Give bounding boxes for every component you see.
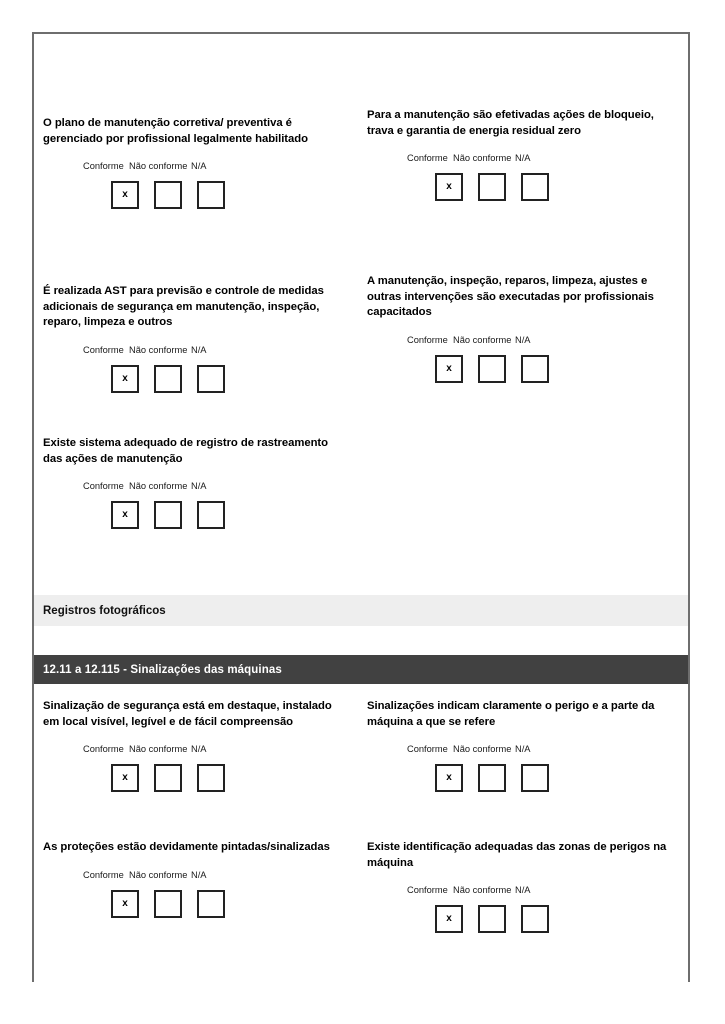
option-labels xyxy=(83,869,343,881)
checkbox-na[interactable] xyxy=(197,890,225,918)
checkbox-nao-conforme[interactable] xyxy=(478,764,506,792)
answer-options xyxy=(367,743,667,792)
checkbox-conforme[interactable]: x xyxy=(435,173,463,201)
checkbox-na[interactable] xyxy=(197,501,225,529)
question-text: As proteções estão devidamente pintadas/sinalizadas xyxy=(43,841,330,853)
label-conforme: Conforme xyxy=(407,153,448,163)
answer-options xyxy=(43,869,343,918)
question-item xyxy=(43,284,343,393)
checkbox-na[interactable] xyxy=(521,355,549,383)
question-item xyxy=(367,108,667,201)
checkbox-nao-conforme[interactable] xyxy=(478,173,506,201)
section-header-label: Registros fotográficos xyxy=(43,604,166,617)
checkbox-group xyxy=(407,764,667,792)
checkbox-conforme[interactable]: x xyxy=(435,764,463,792)
question-text: O plano de manutenção corretiva/ preventiva é gerenciado por profissional legalmente habilitado xyxy=(43,117,308,145)
option-labels xyxy=(83,480,343,492)
label-na: N/A xyxy=(515,153,531,163)
option-labels xyxy=(407,334,667,346)
checkbox-conforme[interactable]: x xyxy=(111,890,139,918)
checkbox-na[interactable] xyxy=(197,365,225,393)
question-item xyxy=(43,436,343,529)
checkbox-group xyxy=(83,890,343,918)
question-text: Existe sistema adequado de registro de rastreamento das ações de manutenção xyxy=(43,437,328,465)
option-labels xyxy=(407,884,667,896)
label-conforme: Conforme xyxy=(83,744,124,754)
checkbox-na[interactable] xyxy=(521,905,549,933)
answer-options xyxy=(43,344,343,393)
checkbox-nao-conforme[interactable] xyxy=(154,181,182,209)
checkbox-group xyxy=(83,181,343,209)
checkbox-group xyxy=(407,905,667,933)
checkbox-na[interactable] xyxy=(521,173,549,201)
answer-options xyxy=(367,884,667,933)
option-labels xyxy=(407,152,667,164)
checkbox-conforme[interactable]: x xyxy=(435,905,463,933)
label-nao-conforme: Não conforme xyxy=(129,744,188,754)
section-header-registros-fotograficos xyxy=(34,595,688,626)
checkbox-conforme[interactable]: x xyxy=(435,355,463,383)
question-item xyxy=(367,274,667,383)
checkbox-group xyxy=(407,173,667,201)
checkbox-conforme[interactable]: x xyxy=(111,365,139,393)
answer-options xyxy=(43,160,343,209)
checkbox-group xyxy=(83,501,343,529)
option-labels xyxy=(407,743,667,755)
answer-options xyxy=(43,480,343,529)
option-labels xyxy=(83,344,343,356)
checkbox-conforme[interactable]: x xyxy=(111,501,139,529)
label-na: N/A xyxy=(515,334,531,345)
option-labels xyxy=(83,160,343,172)
label-conforme: Conforme xyxy=(407,334,448,345)
question-text: A manutenção, inspeção, reparos, limpeza, ajustes e outras intervenções são executadas por profissionais capacitados xyxy=(367,275,654,318)
label-na: N/A xyxy=(191,344,207,355)
label-conforme: Conforme xyxy=(83,481,124,491)
question-item xyxy=(43,116,343,209)
label-conforme: Conforme xyxy=(83,344,124,355)
answer-options xyxy=(43,743,343,792)
checkbox-nao-conforme[interactable] xyxy=(154,764,182,792)
section-header-sinalizacoes xyxy=(34,655,688,684)
label-nao-conforme: Não conforme xyxy=(453,744,512,754)
label-conforme: Conforme xyxy=(407,744,448,754)
checkbox-na[interactable] xyxy=(521,764,549,792)
label-na: N/A xyxy=(191,161,207,171)
question-item xyxy=(367,699,667,792)
question-item xyxy=(43,699,343,792)
question-text: Para a manutenção são efetivadas ações de bloqueio, trava e garantia de energia residual zero xyxy=(367,109,654,137)
label-nao-conforme: Não conforme xyxy=(129,869,188,880)
question-item xyxy=(43,840,343,918)
checkbox-conforme[interactable]: x xyxy=(111,181,139,209)
document-page xyxy=(32,32,690,982)
question-text: Sinalização de segurança está em destaque, instalado em local visível, legível e de fácil compreensão xyxy=(43,700,332,728)
question-text: É realizada AST para previsão e controle de medidas adicionais de segurança em manutenção, inspeção, reparo, limpeza e outros xyxy=(43,285,324,328)
question-item xyxy=(367,840,667,933)
label-conforme: Conforme xyxy=(83,161,124,171)
checkbox-na[interactable] xyxy=(197,181,225,209)
checkbox-group xyxy=(83,365,343,393)
checkbox-nao-conforme[interactable] xyxy=(154,501,182,529)
label-nao-conforme: Não conforme xyxy=(453,153,512,163)
label-nao-conforme: Não conforme xyxy=(129,161,188,171)
label-conforme: Conforme xyxy=(407,885,448,895)
label-nao-conforme: Não conforme xyxy=(453,885,512,895)
label-na: N/A xyxy=(191,869,207,880)
label-na: N/A xyxy=(191,481,207,491)
checkbox-nao-conforme[interactable] xyxy=(478,905,506,933)
checkbox-nao-conforme[interactable] xyxy=(154,365,182,393)
question-text: Sinalizações indicam claramente o perigo e a parte da máquina a que se refere xyxy=(367,700,655,728)
label-na: N/A xyxy=(515,744,531,754)
question-text: Existe identificação adequadas das zonas de perigos na máquina xyxy=(367,841,667,869)
checkbox-group xyxy=(407,355,667,383)
label-nao-conforme: Não conforme xyxy=(129,344,188,355)
checkbox-group xyxy=(83,764,343,792)
checkbox-na[interactable] xyxy=(197,764,225,792)
label-conforme: Conforme xyxy=(83,869,124,880)
answer-options xyxy=(367,152,667,201)
label-nao-conforme: Não conforme xyxy=(453,334,512,345)
section-header-label: 12.11 a 12.115 - Sinalizações das máquinas xyxy=(43,663,282,676)
checkbox-conforme[interactable]: x xyxy=(111,764,139,792)
label-na: N/A xyxy=(191,744,207,754)
checkbox-nao-conforme[interactable] xyxy=(154,890,182,918)
label-na: N/A xyxy=(515,885,531,895)
answer-options xyxy=(367,334,667,383)
checkbox-nao-conforme[interactable] xyxy=(478,355,506,383)
option-labels xyxy=(83,743,343,755)
label-nao-conforme: Não conforme xyxy=(129,481,188,491)
